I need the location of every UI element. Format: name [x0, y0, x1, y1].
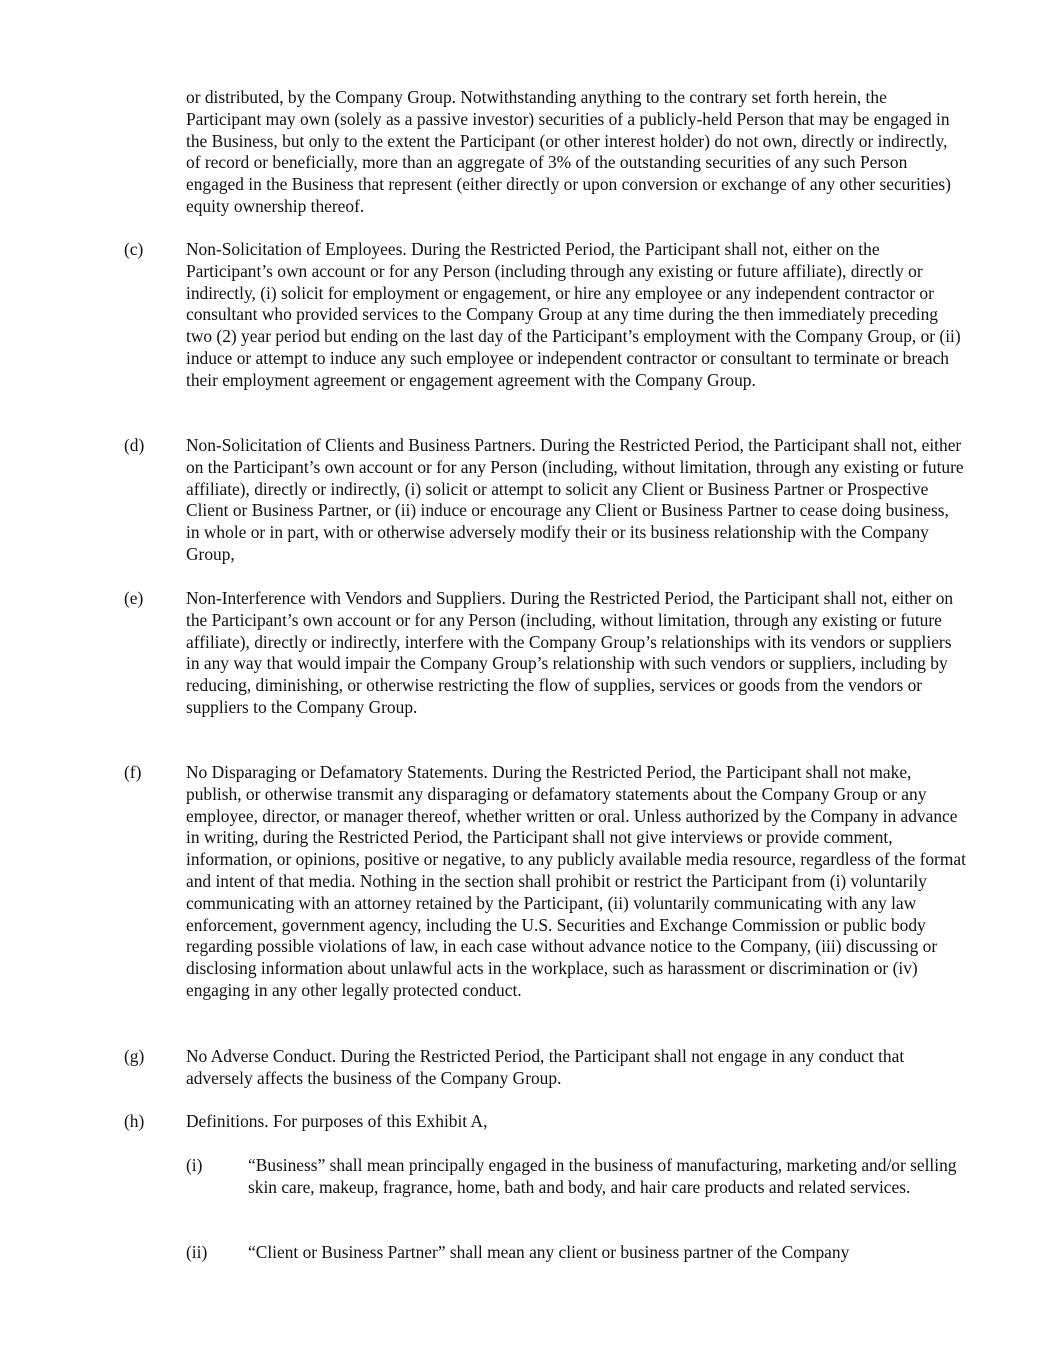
- continuation-paragraph: or distributed, by the Company Group. Notwithstanding anything to the contrary set forth herein, the Participant may own (solely as a passive investor) securities of a publicly-held Person that may be engaged in the Business, but only to the extent the Participant (or other interest holder) do not own, directly or indirectly, of record or beneficially, more than an aggregate of 3% of the outstanding securities of any such Person engaged in the Business that represent (either directly or upon conversion or exchange of any other securities) equity ownership thereof.: [186, 87, 951, 216]
- section-label: (h): [124, 1111, 145, 1131]
- section-d: [124, 435, 966, 566]
- subsection-label: (ii): [186, 1242, 208, 1262]
- section-h: [124, 1111, 966, 1133]
- section-g: [124, 1046, 966, 1090]
- section-e: [124, 588, 966, 719]
- section-text: Non-Solicitation of Clients and Business Partners. During the Restricted Period, the Participant shall not, either on the Participant’s own account or for any Person (including, without limitation, through any existing or future affiliate), directly or indirectly, (i) solicit or attempt to solicit any Client or Business Partner or Prospective Client or Business Partner, or (ii) induce or encourage any Client or Business Partner to cease doing business, in whole or in part, with or otherwise adversely modify their or its business relationship with the Company Group,: [186, 435, 964, 564]
- section-text: No Disparaging or Defamatory Statements. During the Restricted Period, the Participant shall not make, publish, or otherwise transmit any disparaging or defamatory statements about the Company Group or any employee, director, or manager thereof, whether written or oral. Unless authorized by the Company in advance in writing, during the Restricted Period, the Participant shall not give interviews or provide comment, information, or opinions, positive or negative, to any publicly available media resource, regardless of the format and intent of that media. Nothing in the section shall prohibit or restrict the Participant from (i) voluntarily communicating with an attorney retained by the Participant, (ii) voluntarily communicating with any law enforcement, government agency, including the U.S. Securities and Exchange Commission or public body regarding possible violations of law, in each case without advance notice to the Company, (iii) discussing or disclosing information about unlawful acts in the workplace, such as harassment or discrimination or (iv) engaging in any other legally protected conduct.: [186, 762, 966, 1000]
- subsection-ii: [186, 1242, 966, 1264]
- section-c: [124, 239, 966, 392]
- section-text: No Adverse Conduct. During the Restricted Period, the Participant shall not engage in any conduct that adversely affects the business of the Company Group.: [186, 1046, 905, 1088]
- subsection-i: [186, 1155, 966, 1199]
- section-text: Non-Solicitation of Employees. During the Restricted Period, the Participant shall not, either on the Participant’s own account or for any Person (including through any existing or future affiliate), directly or indirectly, (i) solicit for employment or engagement, or hire any employee or any independent contractor or consultant who provided services to the Company Group at any time during the then immediately preceding two (2) year period but ending on the last day of the Participant’s employment with the Company Group, or (ii) induce or attempt to induce any such employee or independent contractor or consultant to terminate or breach their employment agreement or engagement agreement with the Company Group.: [186, 239, 961, 390]
- section-label: (c): [124, 239, 144, 259]
- section-text: Non-Interference with Vendors and Suppliers. During the Restricted Period, the Participant shall not, either on the Participant’s own account or for any Person (including, without limitation, through any existing or future affiliate), directly or indirectly, interfere with the Company Group’s relationships with its vendors or suppliers in any way that would impair the Company Group’s relationship with such vendors or suppliers, including by reducing, diminishing, or otherwise restricting the flow of supplies, services or goods from the vendors or suppliers to the Company Group.: [186, 588, 954, 717]
- section-label: (g): [124, 1046, 145, 1066]
- section-text: Definitions. For purposes of this Exhibit A,: [186, 1111, 488, 1131]
- subsection-label: (i): [186, 1155, 203, 1175]
- section-label: (f): [124, 762, 142, 782]
- section-label: (e): [124, 588, 144, 608]
- subsection-text: “Client or Business Partner” shall mean any client or business partner of the Company: [248, 1242, 850, 1262]
- subsection-text: “Business” shall mean principally engaged in the business of manufacturing, marketing and/or selling skin care, makeup, fragrance, home, bath and body, and hair care products and related services.: [248, 1155, 957, 1197]
- section-label: (d): [124, 435, 145, 455]
- section-f: [124, 762, 966, 1002]
